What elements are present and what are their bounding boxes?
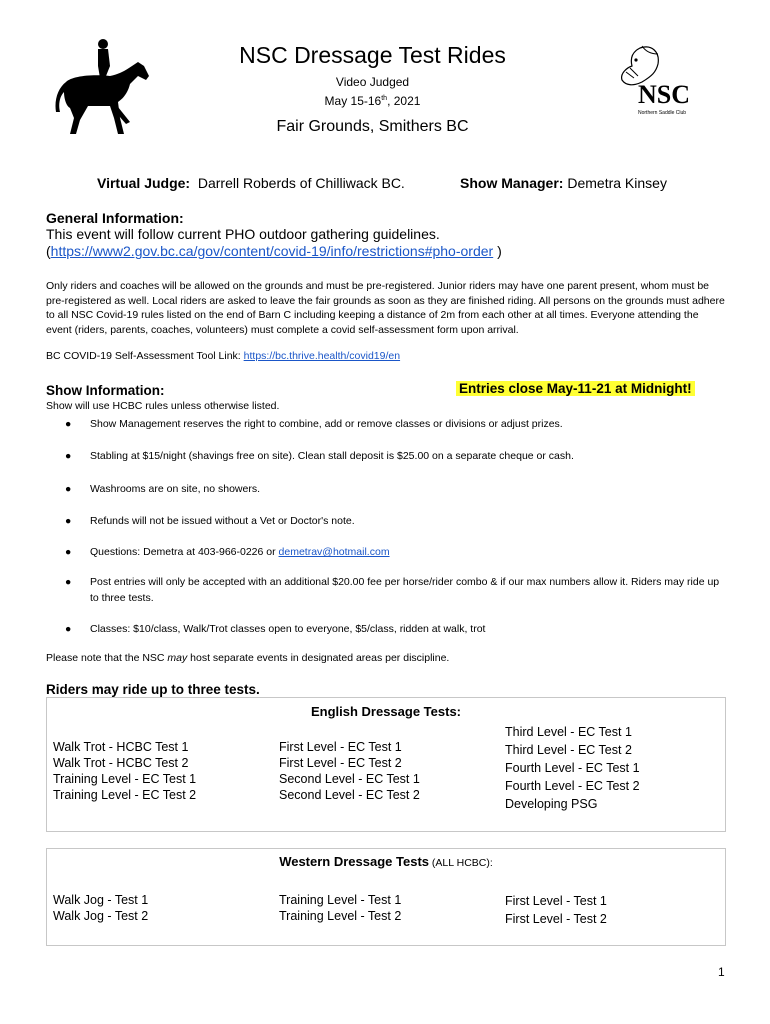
list-item: Second Level - EC Test 2 <box>279 788 420 802</box>
subtitle: Video Judged <box>335 75 410 89</box>
list-item: Fourth Level - EC Test 2 <box>505 779 640 793</box>
email-link[interactable]: demetrav@hotmail.com <box>278 546 390 558</box>
list-item <box>62 416 722 432</box>
bullet-text: Stabling at $15/night (shavings free on site). Clean stall deposit is $25.00 on a separate cheque or cash. <box>90 450 574 462</box>
bullet-text: Refunds will not be issued without a Vet or Doctor's note. <box>90 515 355 527</box>
link-open-paren: ( <box>46 243 51 259</box>
list-item <box>62 481 722 497</box>
list-item: Second Level - EC Test 1 <box>279 772 420 786</box>
western-title-suffix: (ALL HCBC): <box>429 857 493 869</box>
english-col-1 <box>53 739 196 803</box>
list-item: Training Level - EC Test 1 <box>53 772 197 786</box>
page-number: 1 <box>718 965 725 979</box>
list-item: First Level - Test 2 <box>505 912 607 926</box>
english-tests-box <box>46 697 726 832</box>
dates-suffix: , 2021 <box>387 94 421 108</box>
riders-note: Riders may ride up to three tests. <box>46 682 260 697</box>
link-close-paren: ) <box>493 243 502 259</box>
manager-name: Demetra Kinsey <box>567 175 667 191</box>
pho-link-line <box>46 243 502 259</box>
dates-sup: th <box>381 95 388 102</box>
list-item: Walk Trot - HCBC Test 2 <box>53 756 189 770</box>
note-prefix: Please note that the NSC <box>46 652 168 664</box>
self-assessment-label: BC COVID-19 Self-Assessment Tool Link: <box>46 350 244 362</box>
list-item: Developing PSG <box>505 797 598 811</box>
list-item: First Level - EC Test 1 <box>279 740 402 754</box>
venue: Fair Grounds, Smithers BC <box>276 118 469 135</box>
dates-prefix: May 15-16 <box>324 94 382 108</box>
logo-caption: Northern Saddle Club <box>638 110 687 116</box>
logo-letters: NSC <box>638 80 691 109</box>
bullet-icon: ● <box>65 515 72 527</box>
list-item: Training Level - EC Test 2 <box>53 788 197 802</box>
western-col-2 <box>279 892 401 924</box>
general-info-line: This event will follow current PHO outdoor gathering guidelines. <box>46 226 440 242</box>
bullet-icon: ● <box>65 546 72 558</box>
general-info-heading: General Information: <box>46 210 184 226</box>
list-item <box>62 574 722 606</box>
list-item: Walk Trot - HCBC Test 1 <box>53 740 189 754</box>
list-item: Walk Jog - Test 1 <box>53 893 149 907</box>
list-item: Walk Jog - Test 2 <box>53 909 149 923</box>
list-item: Training Level - Test 1 <box>279 893 402 907</box>
list-item: Training Level - Test 2 <box>279 909 402 923</box>
manager-label: Show Manager: <box>460 175 564 191</box>
judge-name: Darrell Roberds of Chilliwack BC. <box>197 175 405 191</box>
list-item <box>62 621 722 637</box>
self-assessment-link[interactable]: https://bc.thrive.health/covid19/en <box>243 350 401 362</box>
bullet-text: Post entries will only be accepted with an additional $20.00 fee per horse/rider combo & if our max numbers allow it. Riders may ride up to three tests. <box>90 576 720 604</box>
covid-paragraph: Only riders and coaches will be allowed on the grounds and must be pre-registered. Junior riders may have one parent present, whom must be pre-registered as well. Local riders are asked to leave the fair grounds as soon as they are finished riding. All persons on the grounds must adhere to all NSC Covid-19 rules listed on the end of Barn C including keeping a distance of 2m from each other at all times. Everyone attending the event (riders, parents, coaches, volunteers) must complete a covid self-assessment form upon arrival. <box>46 280 725 336</box>
list-item <box>62 513 722 529</box>
bullet-icon: ● <box>65 623 72 635</box>
list-item <box>62 544 722 560</box>
bullet-icon: ● <box>65 418 72 430</box>
bullet-icon: ● <box>65 450 72 462</box>
list-item: First Level - EC Test 2 <box>279 756 402 770</box>
nsc-logo <box>612 42 692 122</box>
english-tests-title: English Dressage Tests: <box>310 704 462 719</box>
page-title: NSC Dressage Test Rides <box>239 42 506 68</box>
discipline-note <box>46 652 449 664</box>
western-tests-box <box>46 848 726 946</box>
bullet-text: Show Management reserves the right to combine, add or remove classes or divisions or adjust prizes. <box>90 418 563 430</box>
list-item: Third Level - EC Test 2 <box>505 743 632 757</box>
note-suffix: host separate events in designated areas per discipline. <box>187 652 450 664</box>
english-col-3 <box>505 723 640 813</box>
bullet-text: Questions: Demetra at 403-966-0226 or <box>90 546 279 558</box>
english-col-2 <box>279 739 420 803</box>
virtual-judge <box>97 175 405 191</box>
bullet-icon: ● <box>65 483 72 495</box>
list-item: Third Level - EC Test 1 <box>505 725 632 739</box>
western-col-3 <box>505 892 607 928</box>
self-assessment-line <box>46 350 400 362</box>
western-tests-title <box>47 854 725 869</box>
bullet-icon: ● <box>65 576 72 588</box>
pho-order-link[interactable]: https://www2.gov.bc.ca/gov/content/covid-19/info/restrictions#pho-order <box>50 243 494 259</box>
hcbc-rules: Show will use HCBC rules unless otherwise listed. <box>46 400 280 412</box>
note-emphasis: may <box>167 652 188 664</box>
list-item: First Level - Test 1 <box>505 894 607 908</box>
bullet-text: Washrooms are on site, no showers. <box>90 483 261 495</box>
list-item <box>62 448 722 464</box>
entries-close-highlight: Entries close May-11-21 at Midnight! <box>456 381 695 396</box>
western-col-1 <box>53 892 148 924</box>
western-title-text: Western Dressage Tests <box>279 854 429 869</box>
bullet-text: Classes: $10/class, Walk/Trot classes open to everyone, $5/class, ridden at walk, trot <box>90 623 486 635</box>
show-manager <box>460 175 667 191</box>
judge-label: Virtual Judge: <box>97 175 191 191</box>
list-item: Fourth Level - EC Test 1 <box>505 761 640 775</box>
show-info-heading: Show Information: <box>46 383 165 398</box>
